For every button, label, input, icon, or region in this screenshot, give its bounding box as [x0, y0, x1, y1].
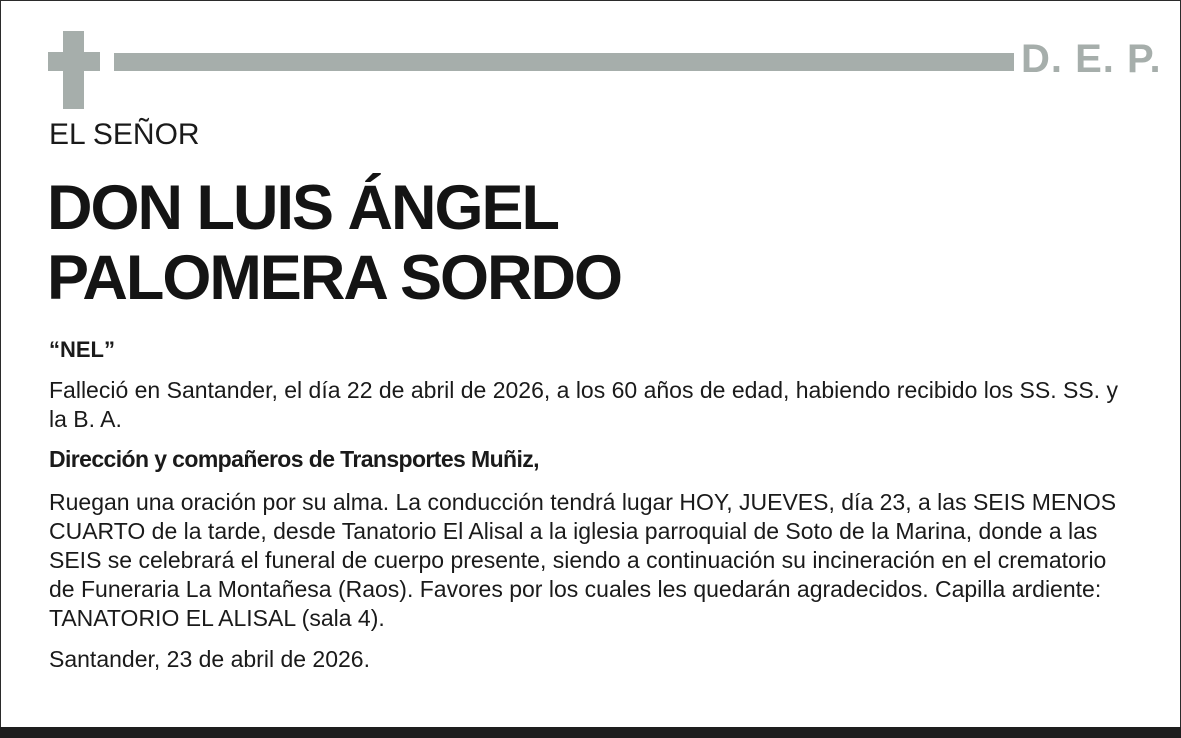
signatories: Dirección y compañeros de Transportes Muñiz,: [49, 446, 539, 472]
header-rule: [114, 53, 1014, 71]
place-date: Santander, 23 de abril de 2026.: [49, 646, 370, 672]
announcement: Ruegan una oración por su alma. La conducción tendrá lugar HOY, JUEVES, día 23, a las SEIS MENOS CUARTO de la tarde, desde Tanatorio El Alisal a la iglesia parroquial de Soto de la Marina, donde a las SEIS se celebrará el funeral de cuerpo presente, siendo a continuación su incineración en el crematorio de Funeraria La Montañesa (Raos). Favores por los cuales les quedarán agradecidos. Capilla ardiente: TANATORIO EL ALISAL (sala 4).: [49, 489, 1117, 631]
death-notice: Falleció en Santander, el día 22 de abril de 2026, a los 60 años de edad, habiendo recibido los SS. SS. y la B. A.: [49, 377, 1118, 432]
bottom-border: [0, 727, 1181, 738]
dep-label: D. E. P.: [1021, 37, 1162, 81]
honorific: EL SEÑOR: [49, 118, 200, 151]
deceased-name: [47, 173, 621, 313]
nickname: “NEL”: [49, 337, 115, 362]
cross-icon-arm: [48, 52, 100, 71]
name-line-2: PALOMERA SORDO: [47, 243, 622, 313]
name-line-1: DON LUIS ÁNGEL: [47, 173, 559, 243]
